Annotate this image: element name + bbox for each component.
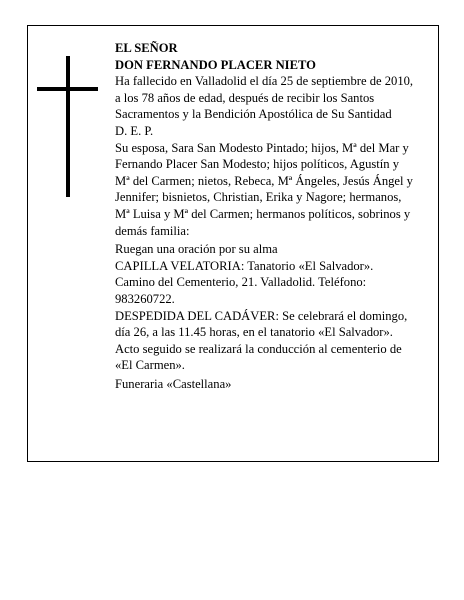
notice-text bbox=[115, 40, 415, 392]
prayer-request: Ruegan una oración por su alma bbox=[115, 242, 278, 257]
cross-horizontal-bar bbox=[37, 87, 98, 91]
funeral-home: Funeraria «Castellana» bbox=[115, 376, 232, 391]
obituary-notice bbox=[27, 25, 439, 462]
deceased-name: DON FERNANDO PLACER NIETO bbox=[115, 57, 316, 72]
death-announcement: Ha fallecido en Valladolid el día 25 de septiembre de 2010, a los 78 años de edad, después de recibir los Santos Sacramentos y la Bendición Apostólica de Su Santidad bbox=[115, 74, 414, 122]
cross-vertical-bar bbox=[66, 56, 70, 197]
farewell-info: DESPEDIDA DEL CADÁVER: Se celebrará el domingo, día 26, a las 11.45 horas, en el tanatorio «El Salvador». Acto seguido se realizará la conducción al cementerio de «El Carmen». bbox=[115, 308, 408, 373]
notice-heading: EL SEÑOR bbox=[115, 41, 178, 55]
dep-line: D. E. P. bbox=[115, 123, 154, 138]
chapel-info: CAPILLA VELATORIA: Tanatorio «El Salvador». Camino del Cementerio, 21. Valladolid. Teléfono: 983260722. bbox=[115, 258, 374, 306]
family-list: Su esposa, Sara San Modesto Pintado; hijos, Mª del Mar y Fernando Placer San Modesto; hijos políticos, Agustín y Mª del Carmen; nietos, Rebeca, Mª Ángeles, Jesús Ángel y Jennifer; bisnietos, Christian, Erika y Nagore; hermanos, Mª Luisa y Mª del Carmen; hermanos políticos, sobrinos y demás familia: bbox=[115, 140, 413, 238]
